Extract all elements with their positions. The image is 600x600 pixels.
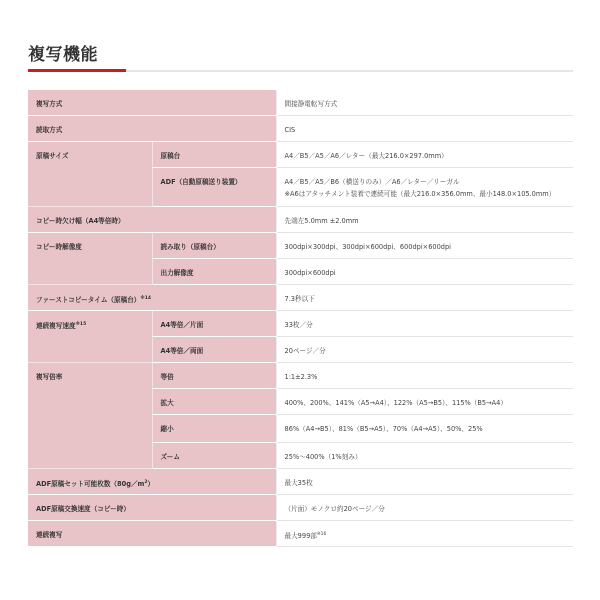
row-sublabel: 読み取り（原稿台） [152, 233, 276, 259]
row-value: 300dpi×600dpi [276, 259, 573, 285]
row-sublabel: ズーム [152, 443, 276, 469]
row-value: 1:1±2.3% [276, 363, 573, 389]
table-row [28, 233, 573, 259]
row-value: 33枚／分 [276, 311, 573, 337]
footnote-mark: ※15 [75, 322, 87, 327]
row-value: 先端左5.0mm ±2.0mm [276, 207, 573, 233]
value-note: ※A6はアタッチメント装着で連続可能（最大216.0×356.0mm、最小148.0×105.0mm） [284, 190, 556, 198]
row-sublabel: 縮小 [152, 415, 276, 443]
row-value-text: 最大999部 [284, 532, 317, 540]
row-value: （片面）モノクロ約20ページ／分 [276, 495, 573, 521]
row-label-text: ） [147, 480, 155, 488]
row-label: 読取方式 [28, 116, 276, 142]
row-label: ADF原稿交換速度（コピー時） [28, 495, 276, 521]
row-value [276, 521, 573, 547]
spec-table [28, 90, 573, 547]
row-label: 複写方式 [28, 90, 276, 116]
row-label: コピー時欠け幅（A4等倍時） [28, 207, 276, 233]
row-sublabel: A4等倍／片面 [152, 311, 276, 337]
row-value: 25%～400%（1%刻み） [276, 443, 573, 469]
row-label: 複写倍率 [28, 363, 152, 469]
table-row [28, 207, 573, 233]
row-label: 連続複写 [28, 521, 276, 547]
superscript: 2 [144, 480, 148, 485]
table-row [28, 469, 573, 495]
row-label [28, 469, 276, 495]
table-row [28, 363, 573, 389]
table-row [28, 311, 573, 337]
row-sublabel: 拡大 [152, 389, 276, 415]
row-label-text: 連続複写速度 [36, 322, 76, 330]
row-value: 400%、200%、141%（A5→A4）、122%（A5→B5）、115%（B5→A4） [276, 389, 573, 415]
row-value: A4／B5／A5／A6／レター（最大216.0×297.0mm） [276, 142, 573, 168]
row-label: コピー時解像度 [28, 233, 152, 285]
table-row [28, 90, 573, 116]
table-row [28, 521, 573, 547]
table-row [28, 495, 573, 521]
page-title: 複写機能 [28, 45, 98, 65]
row-sublabel: 原稿台 [152, 142, 276, 168]
row-value: 最大35枚 [276, 469, 573, 495]
row-sublabel: 出力解像度 [152, 259, 276, 285]
row-sublabel: A4等倍／両面 [152, 337, 276, 363]
row-value: 86%（A4→B5）、81%（B5→A5）、70%（A4→A5）、50%、25% [276, 415, 573, 443]
row-value: CIS [276, 116, 573, 142]
row-value: 300dpi×300dpi、300dpi×600dpi、600dpi×600dpi [276, 233, 573, 259]
row-label [28, 285, 276, 311]
title-accent-bar [28, 69, 126, 72]
footnote-mark: ※16 [316, 532, 327, 537]
row-label: 原稿サイズ [28, 142, 152, 207]
row-label-text: ファーストコピータイム（原稿台） [36, 296, 141, 304]
table-row [28, 285, 573, 311]
row-sublabel: ADF（自動原稿送り装置） [152, 168, 276, 207]
row-value: 間接静電転写方式 [276, 90, 573, 116]
row-label [28, 311, 152, 363]
row-value [276, 168, 573, 207]
table-row [28, 116, 573, 142]
row-sublabel: 等倍 [152, 363, 276, 389]
row-value: 7.3秒以下 [276, 285, 573, 311]
footnote-mark: ※14 [140, 296, 152, 301]
value-line: A4／B5／A5／B6（横送りのみ）／A6／レター／リーガル [284, 178, 460, 186]
table-row [28, 142, 573, 168]
row-value: 20ページ／分 [276, 337, 573, 363]
row-label-text: ADF原稿セット可能枚数（80g／m [36, 480, 145, 488]
